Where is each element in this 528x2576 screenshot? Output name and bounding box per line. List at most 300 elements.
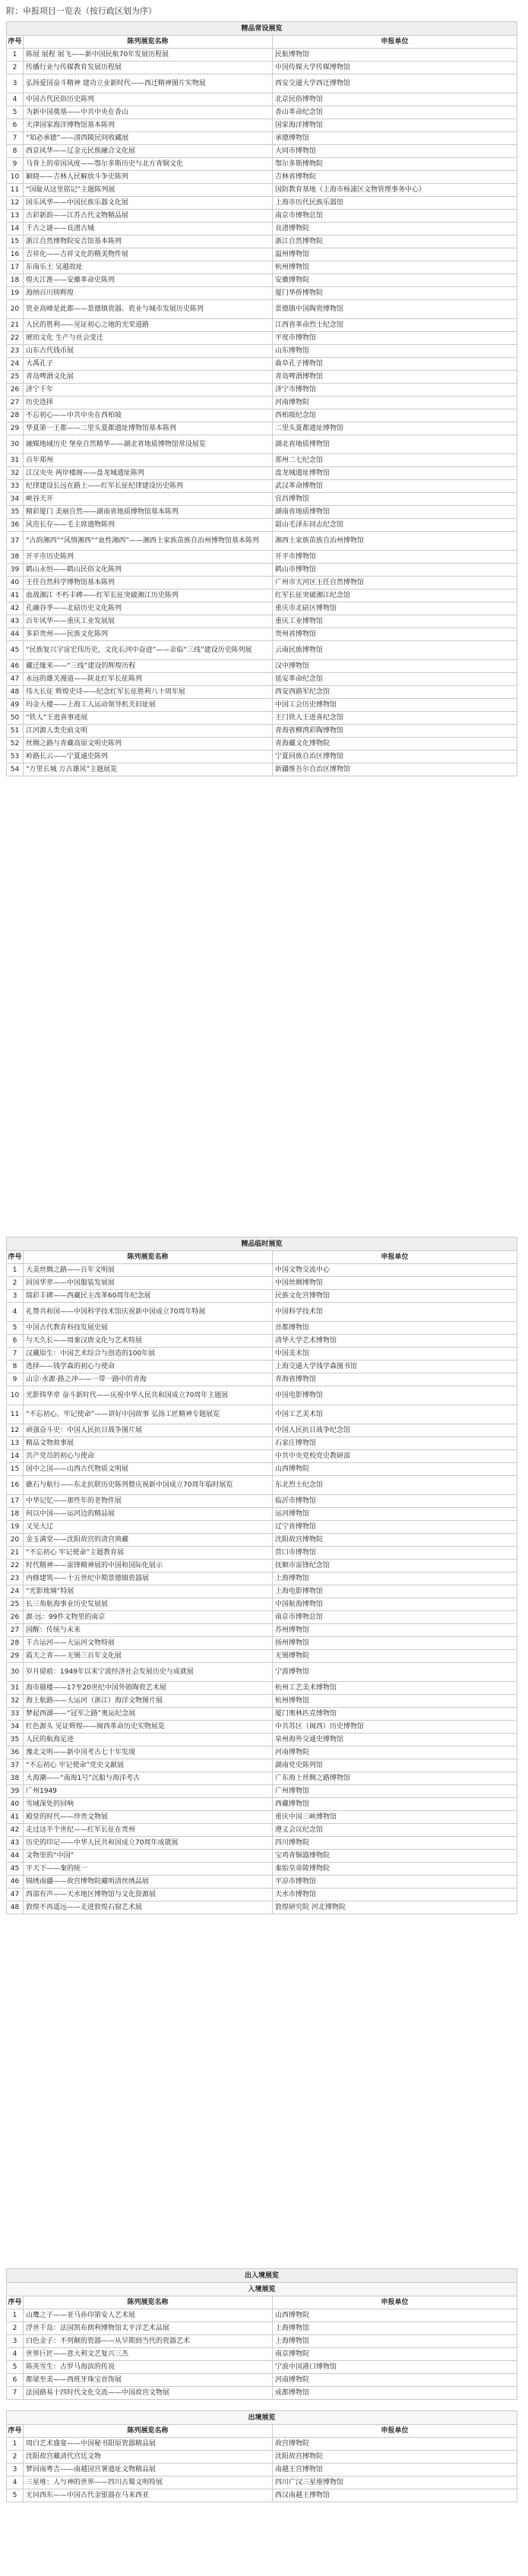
exhibition-name: 颖晓——吉林人民解放斗争史陈列 [24, 171, 273, 184]
applicant-unit: 清华大学艺术博物馆 [273, 1335, 517, 1348]
row-number: 41 [7, 589, 24, 602]
table-row [7, 319, 517, 332]
table-row [7, 1650, 517, 1663]
table-row [7, 2309, 517, 2322]
applicant-unit: 成都博物馆 [273, 2387, 517, 2400]
table-row [7, 409, 517, 422]
applicant-unit: 中共中央党校党史教研部 [273, 1450, 517, 1463]
applicant-unit: 遵义会议纪念馆 [273, 1824, 517, 1837]
exhibition-name: 雪域深处的回响 [24, 1798, 273, 1811]
temporary-exhibitions-table [6, 1237, 517, 1914]
row-number: 19 [7, 287, 24, 300]
exhibition-name: 天津国家海洋博物馆基本陈列 [24, 119, 273, 132]
applicant-unit: 广州市天河区王任自然博物馆 [273, 577, 517, 589]
row-number: 10 [7, 171, 24, 184]
applicant-unit: 宜昌博物馆 [273, 493, 517, 506]
table-row [7, 2476, 517, 2489]
row-number: 32 [7, 467, 24, 480]
table-row [7, 371, 517, 384]
exhibition-name: 华夏第一王都——二里头夏都遗址博物馆基本陈列 [24, 422, 273, 435]
applicant-unit: 重庆工业博物馆 [273, 615, 517, 628]
exhibition-name: 吉祥化——吉祥文化的精美物件展 [24, 248, 273, 261]
exhibition-name: 顽强奋斗史：中国人民抗日战争图片展 [24, 1424, 273, 1437]
row-number: 54 [7, 763, 24, 776]
applicant-unit: 南京博物院 [273, 2348, 517, 2361]
table-row [7, 1508, 517, 1521]
applicant-unit: 天水市博物馆 [273, 1889, 517, 1901]
exhibition-name: 开平市历史陈列 [24, 551, 273, 564]
exhibition-name: “国耻从这里铭记”主题陈列展 [24, 184, 273, 197]
exhibition-name: 多彩贵州——民族文化陈列 [24, 628, 273, 641]
table-row [7, 1734, 517, 1746]
table-row [7, 725, 517, 738]
table-row [7, 74, 517, 93]
exhibition-name: 煌火江淮——安徽革命史陈列 [24, 274, 273, 287]
applicant-unit: 王门铁人王进喜纪念馆 [273, 712, 517, 725]
table-row [7, 1386, 517, 1405]
row-number: 40 [7, 577, 24, 589]
table-row [7, 235, 517, 248]
row-number: 5 [7, 2361, 24, 2374]
exhibition-name: 浮世千岛：法国凯布朗利博物馆太平洋艺术品展 [24, 2322, 273, 2335]
table-row [7, 1624, 517, 1637]
table-row [7, 628, 517, 641]
applicant-unit: 山西博物院 [273, 1463, 517, 1476]
applicant-unit: 上海交通大学钱学森图书馆 [273, 1361, 517, 1373]
applicant-unit: 南京市博物总馆 [273, 210, 517, 223]
table-row [7, 506, 517, 519]
applicant-unit: 中共苏区（闽西）历史博物馆 [273, 1721, 517, 1734]
exhibition-name: 琥珀文化 生产与社会变迁 [24, 332, 273, 345]
applicant-unit: 贵州省博物馆 [273, 628, 517, 641]
table-row [7, 1682, 517, 1695]
row-number: 40 [7, 1798, 24, 1811]
table-row [7, 1572, 517, 1585]
row-number: 3 [7, 2464, 24, 2476]
exhibition-name: 源·远：99件文物里的南京 [24, 1611, 273, 1624]
exhibition-name: 金玉满堂——沈阳故宫的清宫典藏 [24, 1534, 273, 1547]
table-row [7, 2322, 517, 2335]
table-row [7, 1772, 517, 1785]
subsection-title-inbound-cell: 入境展览 [7, 2283, 517, 2296]
exhibition-name: 陈英雪生：古罗马海滨的传说 [24, 2361, 273, 2374]
row-number: 22 [7, 332, 24, 345]
row-number: 30 [7, 1663, 24, 1682]
exhibition-name: 法国路易十四时代文化交流——中国故宫文物展 [24, 2387, 273, 2400]
exhibition-name: 内修建筑——十五世纪中期景德镇瓷器展 [24, 1572, 273, 1585]
table-row [7, 467, 517, 480]
table-row [7, 1437, 517, 1450]
table-row [7, 1277, 517, 1290]
row-number: 18 [7, 274, 24, 287]
exhibition-name: 西京风华——辽金元民族融合文化展 [24, 145, 273, 158]
table-row [7, 422, 517, 435]
table-row [7, 738, 517, 751]
exhibition-name: 历史的印记——中华人民共和国成立70周年成就展 [24, 1837, 273, 1850]
table-row [7, 2464, 517, 2476]
exhibition-name: 西部有声——天水地区博物馆与文化资源展 [24, 1889, 273, 1901]
exhibition-name: 百年风华——重庆工业发展展 [24, 615, 273, 628]
row-number: 5 [7, 2489, 24, 2502]
applicant-unit: 西柏坡纪念馆 [273, 409, 517, 422]
row-number: 1 [7, 1264, 24, 1277]
row-number: 2 [7, 1277, 24, 1290]
applicant-unit: 西藏博物馆 [273, 1798, 517, 1811]
applicant-unit: 河南博物院 [273, 397, 517, 409]
table-row [7, 1598, 517, 1611]
row-number: 18 [7, 1508, 24, 1521]
header-row [7, 2296, 517, 2309]
exhibition-name: 海市蜃楼——17至20世纪中国外销陶瓷艺术展 [24, 1682, 273, 1695]
row-number: 43 [7, 1837, 24, 1850]
applicant-unit: 中国工会历史博物馆 [273, 699, 517, 712]
applicant-unit: 湖南党史陈列馆 [273, 1759, 517, 1772]
applicant-unit: 四川广汉三星堆博物馆 [273, 2476, 517, 2489]
section-title-temporary [7, 1237, 517, 1251]
row-number: 15 [7, 235, 24, 248]
row-number: 4 [7, 2348, 24, 2361]
row-number: 46 [7, 1876, 24, 1889]
exhibition-name: 无问西东——中国古代金银器在马来西亚 [24, 2489, 273, 2502]
table-row [7, 184, 517, 197]
row-number: 29 [7, 422, 24, 435]
row-number: 20 [7, 1534, 24, 1547]
row-number: 26 [7, 1611, 24, 1624]
row-number: 1 [7, 2438, 24, 2451]
applicant-unit: 香山革命纪念馆 [273, 106, 517, 119]
table-row [7, 2348, 517, 2361]
table-row [7, 197, 517, 210]
applicant-unit: 承德博物馆 [273, 132, 517, 145]
table-row [7, 1450, 517, 1463]
header-unit: 申报单位 [273, 2296, 517, 2309]
applicant-unit: 武汉革命博物馆 [273, 480, 517, 493]
exhibition-name: 纪律建设长远在路上——红军长征纪律建设历史陈列 [24, 480, 273, 493]
row-number: 13 [7, 210, 24, 223]
table-row [7, 641, 517, 660]
table-row [7, 261, 517, 274]
applicant-unit: 辽宁省博物馆 [273, 1521, 517, 1534]
row-number: 33 [7, 1708, 24, 1721]
exhibition-name: 礁石与航行——东北抗联历史陈列暨庆祝新中国成立70周年临时展览 [24, 1476, 273, 1495]
exhibition-name: “不忘初心 牢记使命”主题教育展 [24, 1547, 273, 1560]
table-row [7, 751, 517, 763]
row-number: 6 [7, 2374, 24, 2387]
exhibition-name: 霞天之青——无锡三百年文化展 [24, 1650, 273, 1663]
exhibition-name: 岭路长云——宁夏通史陈列 [24, 751, 273, 763]
permanent-exhibitions-table [6, 21, 517, 776]
row-number: 25 [7, 1598, 24, 1611]
subsection-title-inbound [7, 2283, 517, 2296]
exhibition-name: 东南乐土 吴越故址 [24, 261, 273, 274]
applicant-unit: 鹤山市博物馆 [273, 564, 517, 577]
applicant-unit: 营口市博物馆 [273, 1547, 517, 1560]
section-title-exchange [7, 2269, 517, 2283]
row-number: 1 [7, 49, 24, 62]
table-row [7, 1348, 517, 1361]
table-row [7, 1373, 517, 1386]
table-row [7, 1708, 517, 1721]
applicant-unit: 民族文化宫博物馆 [273, 1290, 517, 1303]
header-name: 陈列展览名称 [24, 2425, 273, 2438]
exhibition-name: 历史选择 [24, 397, 273, 409]
exhibition-name: 中国古代教育科技发展史展 [24, 1322, 273, 1335]
row-number: 42 [7, 602, 24, 615]
applicant-unit: 青岛啤酒博物馆 [273, 371, 517, 384]
table-row [7, 712, 517, 725]
applicant-unit: 四川博物院 [273, 1837, 517, 1850]
row-number: 5 [7, 106, 24, 119]
exhibition-name: 何以中国——运河边的精品展 [24, 1508, 273, 1521]
exhibition-name: 大禹孔子 [24, 358, 273, 371]
table-row [7, 132, 517, 145]
row-number: 2 [7, 62, 24, 74]
row-number: 3 [7, 1290, 24, 1303]
applicant-unit: 上海市历代民族乐器馆 [273, 197, 517, 210]
applicant-unit: 温州博物馆 [273, 248, 517, 261]
exhibition-name: “民族复兴宇宙宏伟历史，文化长河中奋进”——亲临“三线”建设历史陈列展 [24, 641, 273, 660]
exhibition-name: 梦回南粤吉——南越国宫署遗址文物精品展 [24, 2464, 273, 2476]
row-number: 36 [7, 1746, 24, 1759]
table-row [7, 1759, 517, 1772]
exhibition-name: 山鹰之子——亚马孙印第安人艺术展 [24, 2309, 273, 2322]
table-row [7, 577, 517, 589]
exhibition-name: 济宁千年 [24, 384, 273, 397]
row-number: 33 [7, 480, 24, 493]
table-row [7, 1303, 517, 1322]
applicant-unit: 宁波博物馆 [273, 1663, 517, 1682]
header-no: 序号 [7, 36, 24, 49]
applicant-unit: 中国航海博物馆 [273, 1598, 517, 1611]
row-number: 36 [7, 519, 24, 532]
row-number: 44 [7, 628, 24, 641]
table-row [7, 493, 517, 506]
applicant-unit: 杭州博物馆 [273, 1695, 517, 1708]
applicant-unit: 青海藏文化博物院 [273, 738, 517, 751]
row-number: 1 [7, 2309, 24, 2322]
table-row [7, 2374, 517, 2387]
applicant-unit: 山西博物院 [273, 2309, 517, 2322]
applicant-unit: 敦煌研究院 河北博物院 [273, 1901, 517, 1914]
table-row [7, 660, 517, 673]
exhibition-name: 回国华章——中国服装发展展 [24, 1277, 273, 1290]
applicant-unit: 中国电影博物馆 [273, 1386, 517, 1405]
applicant-unit: 西汉南越王博物馆 [273, 2489, 517, 2502]
applicant-unit: 鄂尔多斯博物院 [273, 158, 517, 171]
row-number: 8 [7, 1361, 24, 1373]
table-row [7, 1611, 517, 1624]
applicant-unit: 广州博物馆 [273, 1785, 517, 1798]
applicant-unit: 北京民俗博物馆 [273, 93, 517, 106]
exhibition-name: 鹤山永恒——鹤山民俗文化陈列 [24, 564, 273, 577]
applicant-unit: 中国人民抗日战争纪念馆 [273, 1424, 517, 1437]
table-row [7, 223, 517, 235]
exhibition-name: 国乐风华——中国民族乐器文化展 [24, 197, 273, 210]
row-number: 46 [7, 660, 24, 673]
header-no: 序号 [7, 1251, 24, 1264]
applicant-unit: 上海博物馆 [273, 2322, 517, 2335]
header-unit: 申报单位 [273, 1251, 517, 1264]
applicant-unit: 中国科学技术馆 [273, 1303, 517, 1322]
row-number: 35 [7, 506, 24, 519]
exhibition-name: 千古运河——大运河文物特展 [24, 1637, 273, 1650]
applicant-unit: 厦门奥林匹克博物馆 [273, 1708, 517, 1721]
applicant-unit: 泉州海外交通史博物馆 [273, 1734, 517, 1746]
exhibition-name: 白色金子：不列颠的瓷器——从早期到当代的瓷器艺术 [24, 2335, 273, 2348]
header-no: 序号 [7, 2296, 24, 2309]
applicant-unit: 新疆维吾尔自治区博物馆 [273, 763, 517, 776]
applicant-unit: 国家海洋博物馆 [273, 119, 517, 132]
exhibition-name: 周白艺术盛宴——中国秘书阳原瓷器精品展 [24, 2438, 273, 2451]
applicant-unit: 南京市博物总馆 [273, 1611, 517, 1624]
row-number: 6 [7, 1335, 24, 1348]
row-number: 48 [7, 1901, 24, 1914]
applicant-unit: 西安西路军纪念馆 [273, 686, 517, 699]
exhibition-name: 走过这半个世纪——红军长征在贵州 [24, 1824, 273, 1837]
applicant-unit: 东北烈士纪念馆 [273, 1476, 517, 1495]
row-number: 27 [7, 397, 24, 409]
applicant-unit: 吉林省博物院 [273, 171, 517, 184]
applicant-unit: 平凉市博物馆 [273, 1876, 517, 1889]
table-row [7, 532, 517, 551]
row-number: 30 [7, 435, 24, 454]
table-row [7, 358, 517, 371]
row-number: 37 [7, 532, 24, 551]
header-row [7, 2425, 517, 2438]
exhibition-name: 融媒地域历史 堡垒自然精华——湖北省地质博物馆常设展览 [24, 435, 273, 454]
applicant-unit: 扬州博物馆 [273, 1637, 517, 1650]
exhibition-name: 人民的航海足迹 [24, 1734, 273, 1746]
exhibition-name: 陈展 展程 展飞——新中国民航70年发展历程展 [24, 49, 273, 62]
exhibition-name: 精彩厦门 美丽自然——湖南省地质博物馆基本陈列 [24, 506, 273, 519]
exhibition-name: 大海潮——“南海1号”沉船与海洋考古 [24, 1772, 273, 1785]
exhibition-name: 中国古代民俗历史陈列 [24, 93, 273, 106]
applicant-unit: 广东海上丝绸之路博物馆 [273, 1772, 517, 1785]
applicant-unit: 首都博物馆 [273, 1322, 517, 1335]
row-number: 12 [7, 197, 24, 210]
exhibition-name: 海上航路——大运河（浙江）海洋文物图片展 [24, 1695, 273, 1708]
applicant-unit: 大同市博物馆 [273, 145, 517, 158]
row-number: 14 [7, 223, 24, 235]
row-number: 51 [7, 725, 24, 738]
table-row [7, 158, 517, 171]
page-title: 附：申报项目一览表（按行政区划为序） [6, 6, 157, 16]
applicant-unit: 民航博物馆 [273, 49, 517, 62]
row-number: 14 [7, 1450, 24, 1463]
applicant-unit: 故宫博物院 [273, 2438, 517, 2451]
exhibition-name: 与天久长——周秦汉唐文化与艺术特展 [24, 1335, 273, 1348]
exhibition-name: 山宗·水源·路之冲——一带一路中的青海 [24, 1373, 273, 1386]
table-row [7, 686, 517, 699]
table-row [7, 435, 517, 454]
row-number: 32 [7, 1695, 24, 1708]
row-number: 16 [7, 248, 24, 261]
row-number: 50 [7, 712, 24, 725]
row-number: 44 [7, 1850, 24, 1863]
applicant-unit: 浙江自然博物院 [273, 235, 517, 248]
table-row [7, 454, 517, 467]
row-number: 38 [7, 551, 24, 564]
row-number: 45 [7, 1863, 24, 1876]
header-name: 陈列展览名称 [24, 1251, 273, 1264]
row-number: 25 [7, 371, 24, 384]
exhibition-name: 岁月留痕：1949年以来宁波经济社会发展历史与成就展 [24, 1663, 273, 1682]
table-row [7, 2387, 517, 2400]
applicant-unit: 良渚博物院 [273, 223, 517, 235]
applicant-unit: 盘龙城遗址博物馆 [273, 467, 517, 480]
exhibition-name: 中华记忆——那些年的老物件展 [24, 1495, 273, 1508]
applicant-unit: 中国文物交流中心 [273, 1264, 517, 1277]
applicant-unit: 宁波中国港口博物馆 [273, 2361, 517, 2374]
row-number: 34 [7, 1721, 24, 1734]
table-row [7, 145, 517, 158]
row-number: 3 [7, 74, 24, 93]
table-row [7, 1863, 517, 1876]
row-number: 21 [7, 1547, 24, 1560]
exhibition-name: 园醒：传统与未来 [24, 1624, 273, 1637]
applicant-unit: 秦始皇帝陵博物院 [273, 1863, 517, 1876]
subsection-title-outbound-cell: 出境展览 [7, 2411, 517, 2425]
row-number: 16 [7, 1476, 24, 1495]
applicant-unit: 青海省博物馆 [273, 1373, 517, 1386]
exhibition-name: 永远的雄关漫道——陕北红军长征陈列 [24, 673, 273, 686]
table-row [7, 384, 517, 397]
exhibition-name: 峡谷天开 [24, 493, 273, 506]
applicant-unit: 临沂市博物馆 [273, 1495, 517, 1508]
exhibition-name: 马背上的帝国风度——鄂尔多斯历史与北方青铜文化 [24, 158, 273, 171]
applicant-unit: 湘西土家族苗族自治州博物馆 [273, 532, 517, 551]
row-number: 28 [7, 1637, 24, 1650]
table-row [7, 1264, 517, 1277]
row-number: 35 [7, 1734, 24, 1746]
applicant-unit: 湖北省地质博物馆 [273, 435, 517, 454]
row-number: 3 [7, 2335, 24, 2348]
exhibition-name: 选择——钱学森的初心与使命 [24, 1361, 273, 1373]
applicant-unit: 重庆中国三峡博物馆 [273, 1811, 517, 1824]
table-row [7, 2489, 517, 2502]
row-number: 11 [7, 1405, 24, 1424]
exhibition-name: 敦煌不再遥远——走进敦煌石窟艺术展 [24, 1901, 273, 1914]
table-row [7, 210, 517, 223]
header-no: 序号 [7, 2425, 24, 2438]
exhibition-name: 山东古代钱币展 [24, 345, 273, 358]
row-number: 6 [7, 119, 24, 132]
exhibition-name: “知必承德”——清西陵民间收藏展 [24, 132, 273, 145]
row-number: 4 [7, 2476, 24, 2489]
applicant-unit: 中国传媒大学传媒博物馆 [273, 62, 517, 74]
exhibition-name: 江河源人类史前文明 [24, 725, 273, 738]
exhibition-name: 千古之谜——良渚古城 [24, 223, 273, 235]
exhibition-name: 瑞彩丰碑——西藏民主改革60周年纪念展 [24, 1290, 273, 1303]
spacer-row [7, 2400, 517, 2411]
header-row [7, 36, 517, 49]
applicant-unit: 沈阳故宫博物院 [273, 2451, 517, 2464]
row-number: 7 [7, 1348, 24, 1361]
exhibition-name: 礼赞共和国——中国科学技术馆庆祝新中国成立70周年特展 [24, 1303, 273, 1322]
row-number: 29 [7, 1650, 24, 1663]
exhibition-name: “古韵湘西”“风情湘西”“血性湘西”——湘西土家族苗族自治州博物馆基本陈列 [24, 532, 273, 551]
applicant-unit: 湖南省地质博物馆 [273, 506, 517, 519]
row-number: 15 [7, 1463, 24, 1476]
exhibition-name: “光影琉璃”特展 [24, 1585, 273, 1598]
applicant-unit: 韶山毛泽东同志纪念馆 [273, 519, 517, 532]
table-row [7, 2451, 517, 2464]
applicant-unit: 中国工艺美术馆 [273, 1405, 517, 1424]
table-row [7, 1876, 517, 1889]
table-row [7, 93, 517, 106]
table-row [7, 62, 517, 74]
row-number: 38 [7, 1772, 24, 1785]
